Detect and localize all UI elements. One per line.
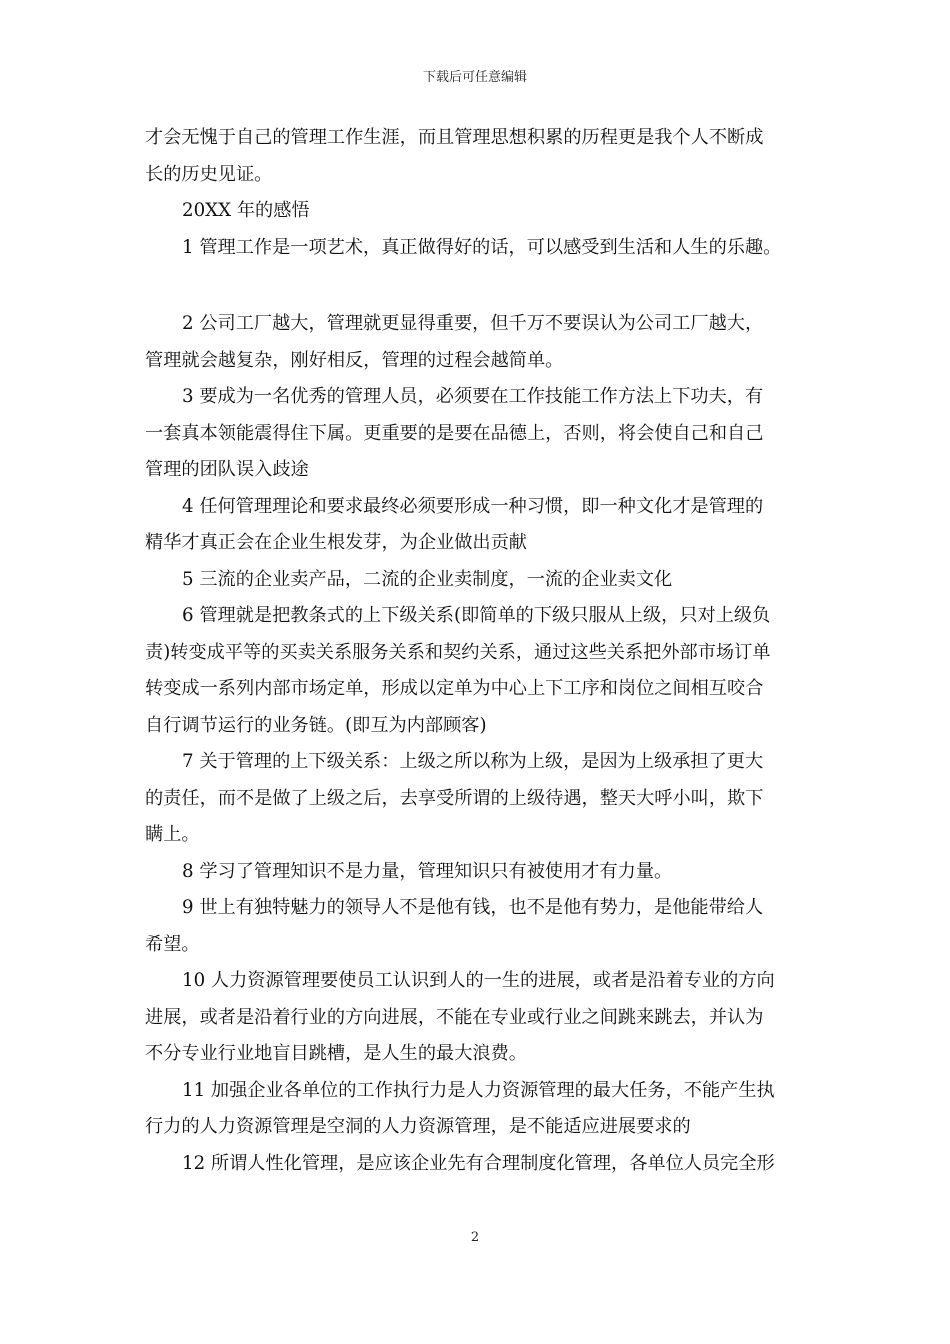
page-header: 下载后可任意编辑	[422, 70, 527, 85]
section-heading: 20XX 年的感悟	[182, 200, 310, 221]
text-line: 转变成一系列内部市场定单，形成以定单为中心上下工序和岗位之间相互咬合	[145, 678, 764, 699]
text-line: 进展，或者是沿着行业的方向进展，不能在专业或行业之间跳来跳去，并认为	[145, 1006, 764, 1028]
document-body	[145, 120, 817, 1182]
page-number: 2	[470, 1230, 480, 1245]
text-line: 12 所谓人性化管理，是应该企业先有合理制度化管理，各单位人员完全形	[182, 1152, 775, 1174]
text-line: 11 加强企业各单位的工作执行力是人力资源管理的最大任务，不能产生执	[182, 1079, 775, 1101]
paragraph-gap	[145, 266, 817, 306]
text-line: 的责任，而不是做了上级之后，去享受所谓的上级待遇，整天大呼小叫，欺下	[145, 787, 764, 809]
text-line: 一套真本领能震得住下属。更重要的是要在品德上，否则，将会使自己和自己	[145, 422, 764, 444]
text-line: 4 任何管理理论和要求最终必须要形成一种习惯，即一种文化才是管理的	[182, 495, 764, 517]
text-line: 自行调节运行的业务链。(即互为内部顾客)	[145, 714, 487, 736]
text-line: 管理就会越复杂，刚好相反，管理的过程会越简单。	[145, 349, 564, 371]
text-line: 1 管理工作是一项艺术，真正做得好的话，可以感受到生活和人生的乐趣。	[182, 236, 782, 258]
text-line: 行力的人力资源管理是空洞的人力资源管理，是不能适应进展要求的	[145, 1116, 691, 1137]
text-line: 9 世上有独特魅力的领导人不是他有钱，也不是他有势力，是他能带给人	[182, 897, 764, 918]
text-line: 7 关于管理的上下级关系：上级之所以称为上级，是因为上级承担了更大	[182, 751, 764, 772]
text-line: 6 管理就是把教条式的上下级关系(即简单的下级只服从上级，只对上级负	[182, 605, 771, 626]
text-line: 10 人力资源管理要使员工认识到人的一生的进展，或者是沿着专业的方向	[182, 970, 775, 991]
text-line: 5 三流的企业卖产品，二流的企业卖制度，一流的企业卖文化	[182, 568, 673, 590]
text-line: 责)转变成平等的买卖关系服务关系和契约关系，通过这些关系把外部市场订单	[145, 641, 771, 663]
text-line: 长的历史见证。	[145, 163, 273, 185]
text-line: 8 学习了管理知识不是力量，管理知识只有被使用才有力量。	[182, 860, 673, 882]
text-line: 2 公司工厂越大，管理就更显得重要，但千万不要误认为公司工厂越大，	[182, 313, 764, 334]
text-line: 管理的团队误入歧途	[145, 459, 309, 480]
text-line: 希望。	[145, 933, 200, 955]
text-line: 3 要成为一名优秀的管理人员，必须要在工作技能工作方法上下功夫，有	[182, 386, 764, 407]
text-line: 不分专业行业地盲目跳槽，是人生的最大浪费。	[145, 1043, 527, 1064]
text-line: 精华才真正会在企业生根发芽，为企业做出贡献	[145, 532, 527, 553]
text-line: 才会无愧于自己的管理工作生涯，而且管理思想积累的历程更是我个人不断成	[145, 127, 764, 148]
text-line: 瞒上。	[145, 824, 200, 845]
